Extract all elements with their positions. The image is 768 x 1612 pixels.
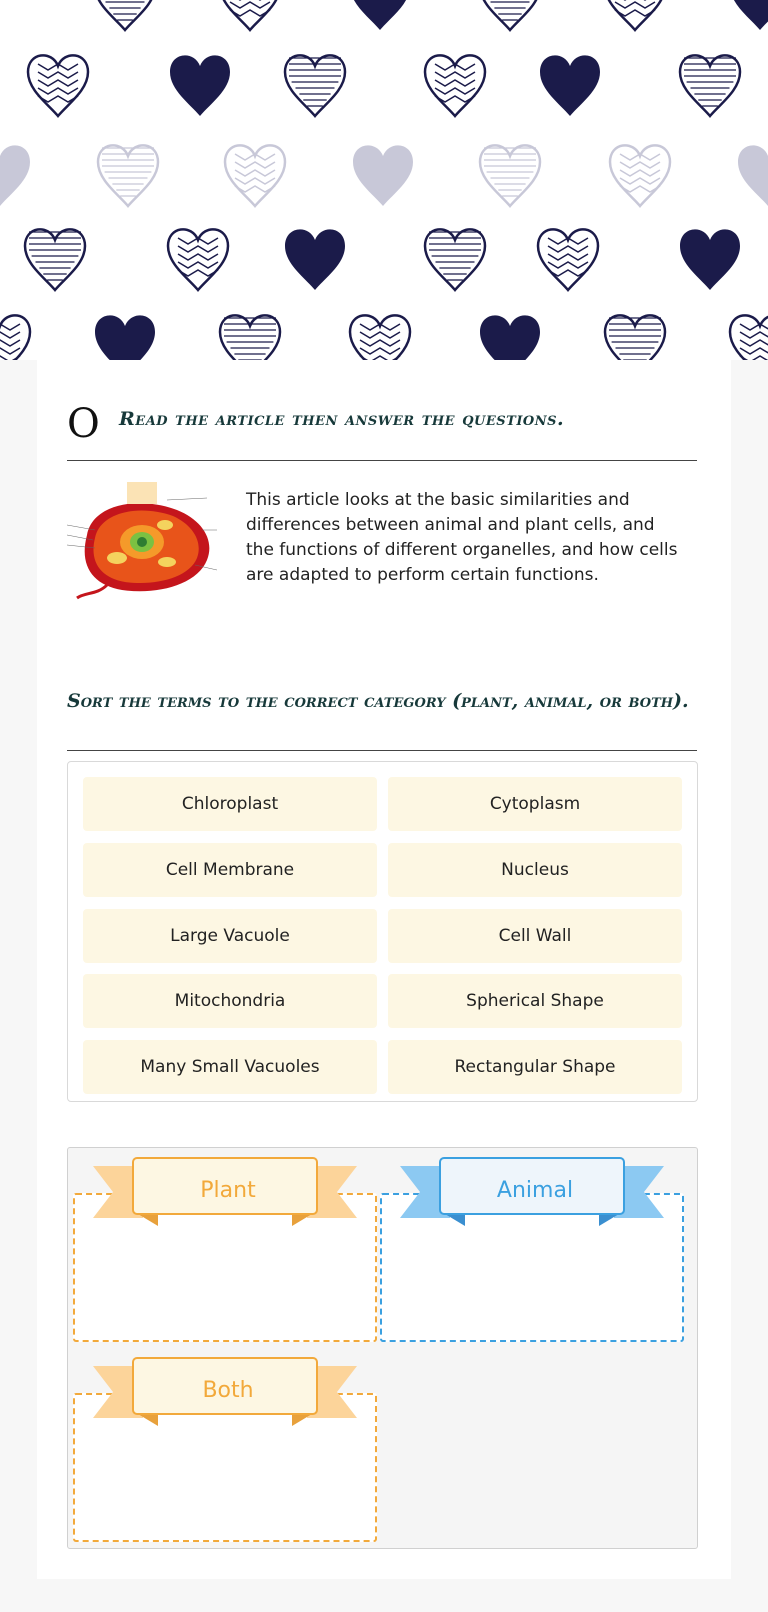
- term-chip[interactable]: Cell Wall: [388, 909, 682, 963]
- heart-icon: [353, 145, 413, 206]
- heart-icon: [480, 0, 540, 30]
- heart-icon: [0, 145, 30, 206]
- heart-icon: [225, 145, 285, 206]
- plant-label-wrap: [93, 1156, 357, 1226]
- heart-icon: [168, 229, 228, 290]
- divider: [67, 460, 697, 461]
- term-chip[interactable]: Cell Membrane: [83, 843, 377, 897]
- heart-icon: [0, 315, 30, 360]
- heart-icon: [610, 145, 670, 206]
- heart-icon: [220, 315, 280, 360]
- heart-icon: [680, 55, 740, 116]
- header-banner: [0, 0, 768, 360]
- heart-icon: [350, 0, 410, 30]
- animal-label-wrap: [400, 1156, 664, 1226]
- worksheet-card: [37, 360, 731, 1579]
- term-chip[interactable]: Cytoplasm: [388, 777, 682, 831]
- term-chip[interactable]: Chloroplast: [83, 777, 377, 831]
- both-label: Both: [202, 1377, 254, 1403]
- heart-icon: [95, 0, 155, 30]
- heart-icon: [170, 55, 230, 116]
- heart-icon: [350, 315, 410, 360]
- divider: [67, 750, 697, 751]
- instruction-row: [67, 400, 707, 447]
- question-marker: O: [67, 401, 100, 447]
- instruction-text: Read the article then answer the questions.: [119, 408, 565, 430]
- heart-icon: [738, 145, 768, 206]
- article-summary: This article looks at the basic similarities and differences between animal and plant cells, and the functions of different organelles, and how cells are adapted to perform certain functions.: [246, 490, 678, 585]
- heart-icon: [605, 315, 665, 360]
- category-area: [67, 1147, 698, 1549]
- heart-icon: [285, 55, 345, 116]
- heart-icon: [480, 145, 540, 206]
- term-chip[interactable]: Many Small Vacuoles: [83, 1040, 377, 1094]
- heart-icon: [98, 145, 158, 206]
- term-chip[interactable]: Spherical Shape: [388, 974, 682, 1028]
- term-chip[interactable]: Rectangular Shape: [388, 1040, 682, 1094]
- cell-diagram-image: [67, 480, 217, 600]
- term-chip[interactable]: Mitochondria: [83, 974, 377, 1028]
- sort-instructions: Sort the terms to the correct category (plant, animal, or both).: [67, 690, 689, 712]
- heart-icon: [28, 55, 88, 116]
- both-label-wrap: [93, 1356, 357, 1426]
- term-bank: [67, 761, 698, 1102]
- animal-label: Animal: [496, 1177, 574, 1203]
- heart-icon: [480, 315, 540, 360]
- heart-icon: [538, 229, 598, 290]
- heart-pattern: [0, 0, 768, 360]
- plant-label: Plant: [200, 1177, 256, 1203]
- heart-icon: [425, 55, 485, 116]
- heart-icon: [540, 55, 600, 116]
- heart-icon: [730, 0, 768, 30]
- heart-icon: [425, 229, 485, 290]
- heart-icon: [730, 315, 768, 360]
- heart-icon: [25, 229, 85, 290]
- term-chip[interactable]: Nucleus: [388, 843, 682, 897]
- heart-icon: [220, 0, 280, 30]
- heart-icon: [285, 229, 345, 290]
- heart-icon: [95, 315, 155, 360]
- heart-icon: [605, 0, 665, 30]
- term-chip[interactable]: Large Vacuole: [83, 909, 377, 963]
- heart-icon: [680, 229, 740, 290]
